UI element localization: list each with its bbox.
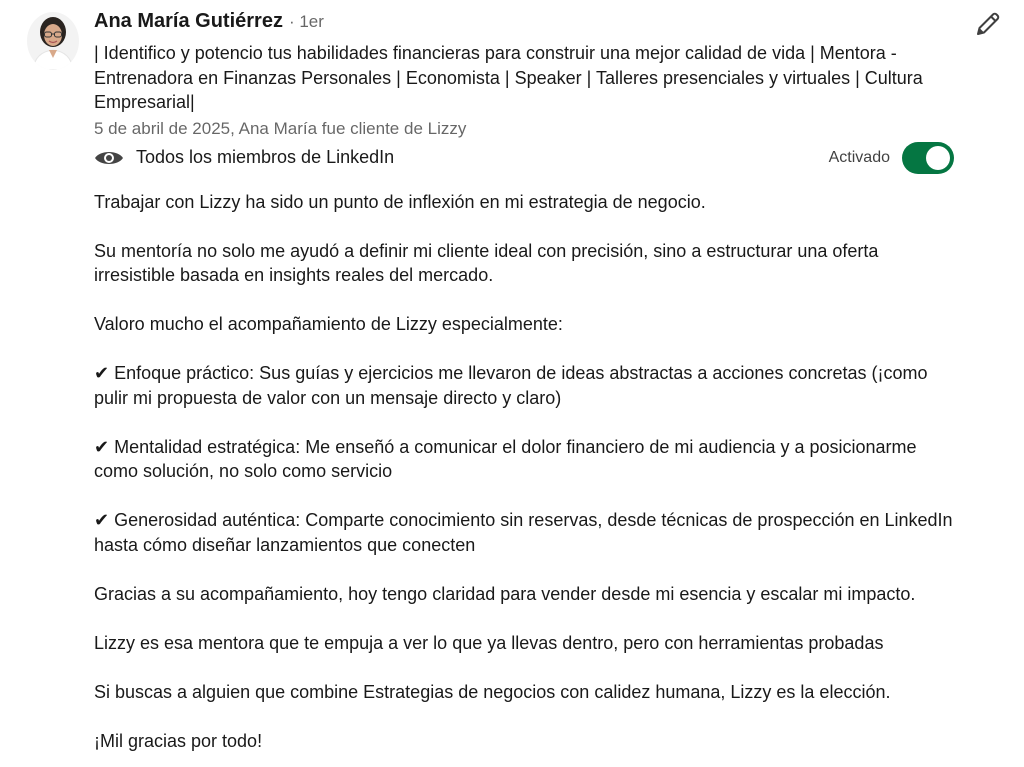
- body-paragraph: ¡Mil gracias por todo!: [94, 730, 263, 751]
- body-paragraph: Valoro mucho el acompañamiento de Lizzy especialmente:: [94, 314, 563, 334]
- author-name[interactable]: Ana María Gutiérrez: [94, 10, 283, 32]
- author-row: [94, 10, 964, 38]
- body-paragraph: Su mentoría no solo me ayudó a definir mi cliente ideal con precisión, sino a estructurar una oferta irresistible basada en insights reales del mercado.: [94, 240, 879, 285]
- body-paragraph: ✔ Mentalidad estratégica: Me enseñó a comunicar el dolor financiero de mi audiencia y a posicionarme como solución, no solo como servicio: [94, 436, 917, 481]
- body-paragraph: ✔ Enfoque práctico: Sus guías y ejercicios me llevaron de ideas abstractas a acciones concretas (¡como pulir mi propuesta de valor con un mensaje directo y claro): [94, 363, 928, 408]
- body-paragraph: ✔ Generosidad auténtica: Comparte conocimiento sin reservas, desde técnicas de prospección en LinkedIn hasta cómo diseñar lanzamientos que conecten: [94, 510, 953, 555]
- pencil-icon[interactable]: [974, 10, 1002, 38]
- body-paragraph: Gracias a su acompañamiento, hoy tengo claridad para vender desde mi esencia y escalar mi impacto.: [94, 583, 916, 604]
- body-paragraph: Lizzy es esa mentora que te empuja a ver lo que ya llevas dentro, pero con herramientas probadas: [94, 632, 884, 653]
- eye-icon: [94, 148, 124, 168]
- visibility-toggle-group: [829, 142, 954, 174]
- relationship-date: 5 de abril de 2025, Ana María fue cliente de Lizzy: [94, 118, 467, 138]
- recommendation-body: [94, 190, 964, 754]
- avatar-image: [27, 12, 79, 70]
- body-paragraph: Si buscas a alguien que combine Estrategias de negocios con calidez humana, Lizzy es la elección.: [94, 681, 891, 702]
- connection-degree: · 1er: [288, 12, 324, 31]
- toggle-knob: [926, 146, 950, 170]
- avatar[interactable]: [27, 12, 79, 70]
- visibility-row: [94, 143, 964, 173]
- recommendation-content: [94, 10, 964, 767]
- toggle-status-label: Activado: [828, 148, 890, 166]
- visibility-toggle[interactable]: [902, 142, 954, 174]
- body-paragraph: Trabajar con Lizzy ha sido un punto de inflexión en mi estrategia de negocio.: [94, 191, 706, 212]
- visibility-label: Todos los miembros de LinkedIn: [136, 147, 395, 167]
- author-headline: | Identifico y potencio tus habilidades financieras para construir una mejor calidad de vida | Mentora - Entrenadora en Finanzas Personales | Economista | Speaker | Talleres presenciales y virtuales | Cultura Empresarial|: [94, 43, 923, 112]
